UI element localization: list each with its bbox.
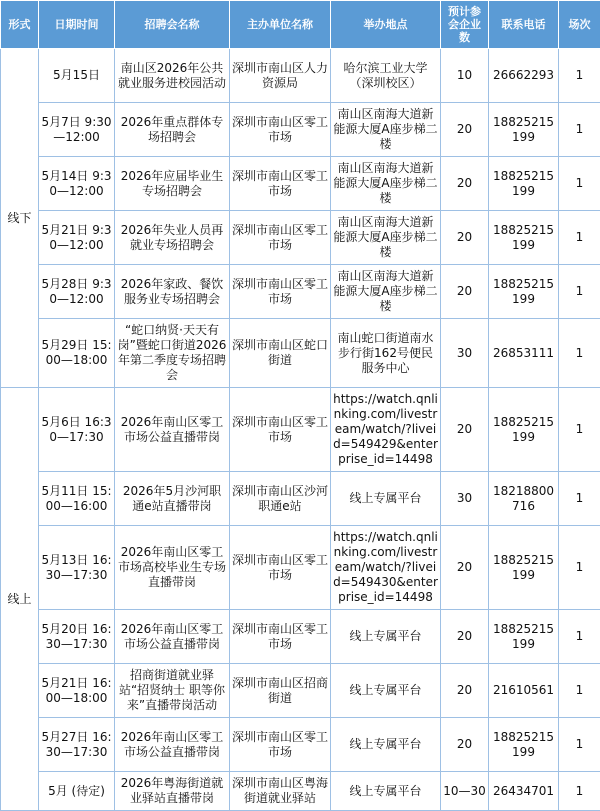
- companies-cell: 30: [441, 319, 489, 388]
- phone-cell: 18825215199: [489, 526, 559, 610]
- organizer-cell: 深圳市南山区人力资源局: [230, 49, 331, 103]
- header-phone: 联系电话: [489, 1, 559, 49]
- sessions-cell: 1: [559, 49, 600, 103]
- table-row: [1, 211, 600, 265]
- venue-cell: 线上专属平台: [331, 718, 441, 772]
- fair-name-cell: 2026年南山区零工市场公益直播带岗: [115, 718, 230, 772]
- organizer-cell: 深圳市南山区零工市场: [230, 718, 331, 772]
- date-cell: 5月13日 16:30—17:30: [39, 526, 115, 610]
- organizer-cell: 深圳市南山区零工市场: [230, 526, 331, 610]
- venue-cell: 线上专属平台: [331, 472, 441, 526]
- organizer-cell: 深圳市南山区零工市场: [230, 211, 331, 265]
- date-cell: 5月14日 9:30—12:00: [39, 157, 115, 211]
- sessions-cell: 1: [559, 526, 600, 610]
- header-fair-name: 招聘会名称: [115, 1, 230, 49]
- organizer-cell: 深圳市南山区零工市场: [230, 610, 331, 664]
- date-cell: 5月15日: [39, 49, 115, 103]
- header-datetime: 日期时间: [39, 1, 115, 49]
- date-cell: 5月6日 16:30—17:30: [39, 388, 115, 472]
- date-cell: 5月27日 16:30—17:30: [39, 718, 115, 772]
- venue-cell: 南山区南海大道新能源大厦A座步梯二楼: [331, 265, 441, 319]
- fair-name-cell: 2026年5月沙河职通e站直播带岗: [115, 472, 230, 526]
- companies-cell: 20: [441, 664, 489, 718]
- phone-cell: 18825215199: [489, 103, 559, 157]
- venue-cell: 线上专属平台: [331, 610, 441, 664]
- table-row: [1, 664, 600, 718]
- venue-cell: https://watch.qnlinking.com/livestream/watch/?liveid=549429&enterprise_id=14498: [331, 388, 441, 472]
- phone-cell: 18825215199: [489, 211, 559, 265]
- organizer-cell: 深圳市南山区粤海街道就业驿站: [230, 772, 331, 811]
- companies-cell: 20: [441, 388, 489, 472]
- sessions-cell: 1: [559, 157, 600, 211]
- sessions-cell: 1: [559, 319, 600, 388]
- organizer-cell: 深圳市南山区沙河职通e站: [230, 472, 331, 526]
- header-venue: 举办地点: [331, 1, 441, 49]
- organizer-cell: 深圳市南山区蛇口街道: [230, 319, 331, 388]
- companies-cell: 30: [441, 472, 489, 526]
- section-type-cell: 线下: [1, 49, 39, 388]
- organizer-cell: 深圳市南山区零工市场: [230, 265, 331, 319]
- date-cell: 5月28日 9:30—12:00: [39, 265, 115, 319]
- header-sessions: 场次: [559, 1, 600, 49]
- sessions-cell: 1: [559, 265, 600, 319]
- fair-name-cell: “蛇口纳贤·天天有岗”暨蛇口街道2026年第二季度专场招聘会: [115, 319, 230, 388]
- date-cell: 5月 (待定): [39, 772, 115, 811]
- sessions-cell: 1: [559, 772, 600, 811]
- venue-cell: 哈尔滨工业大学（深圳校区）: [331, 49, 441, 103]
- table-row: [1, 265, 600, 319]
- venue-cell: 线上专属平台: [331, 664, 441, 718]
- phone-cell: 26434701: [489, 772, 559, 811]
- sessions-cell: 1: [559, 610, 600, 664]
- table-row: [1, 157, 600, 211]
- fair-name-cell: 2026年南山区零工市场公益直播带岗: [115, 388, 230, 472]
- header-companies: 预计参会企业数: [441, 1, 489, 49]
- fair-name-cell: 招商街道就业驿站“招贤纳士 职等你来”直播带岗活动: [115, 664, 230, 718]
- date-cell: 5月29日 15:00—18:00: [39, 319, 115, 388]
- sessions-cell: 1: [559, 472, 600, 526]
- table-row: [1, 718, 600, 772]
- table-row: [1, 526, 600, 610]
- fair-name-cell: 2026年失业人员再就业专场招聘会: [115, 211, 230, 265]
- companies-cell: 20: [441, 526, 489, 610]
- companies-cell: 20: [441, 103, 489, 157]
- table-row: [1, 319, 600, 388]
- organizer-cell: 深圳市南山区零工市场: [230, 157, 331, 211]
- table-row: [1, 772, 600, 811]
- table-row: [1, 472, 600, 526]
- venue-cell: 线上专属平台: [331, 772, 441, 811]
- sessions-cell: 1: [559, 388, 600, 472]
- sessions-cell: 1: [559, 718, 600, 772]
- phone-cell: 18825215199: [489, 388, 559, 472]
- date-cell: 5月20日 16:30—17:30: [39, 610, 115, 664]
- companies-cell: 20: [441, 211, 489, 265]
- sessions-cell: 1: [559, 103, 600, 157]
- date-cell: 5月7日 9:30—12:00: [39, 103, 115, 157]
- phone-cell: 18825215199: [489, 157, 559, 211]
- organizer-cell: 深圳市南山区招商街道: [230, 664, 331, 718]
- companies-cell: 10: [441, 49, 489, 103]
- fair-name-cell: 2026年粤海街道就业驿站直播带岗: [115, 772, 230, 811]
- header-organizer: 主办单位名称: [230, 1, 331, 49]
- fair-name-cell: 2026年南山区零工市场公益直播带岗: [115, 610, 230, 664]
- table-row: [1, 388, 600, 472]
- phone-cell: 26853111: [489, 319, 559, 388]
- venue-cell: 南山蛇口街道南水步行街162号便民服务中心: [331, 319, 441, 388]
- fair-name-cell: 南山区2026年公共就业服务进校园活动: [115, 49, 230, 103]
- fair-name-cell: 2026年南山区零工市场高校毕业生专场直播带岗: [115, 526, 230, 610]
- table-row: [1, 103, 600, 157]
- venue-cell: 南山区南海大道新能源大厦A座步梯二楼: [331, 157, 441, 211]
- sessions-cell: 1: [559, 211, 600, 265]
- venue-cell: 南山区南海大道新能源大厦A座步梯二楼: [331, 103, 441, 157]
- fair-name-cell: 2026年应届毕业生专场招聘会: [115, 157, 230, 211]
- companies-cell: 20: [441, 718, 489, 772]
- venue-cell: https://watch.qnlinking.com/livestream/watch/?liveid=549430&enterprise_id=14498: [331, 526, 441, 610]
- phone-cell: 18825215199: [489, 610, 559, 664]
- companies-cell: 20: [441, 157, 489, 211]
- fair-name-cell: 2026年家政、餐饮服务业专场招聘会: [115, 265, 230, 319]
- phone-cell: 18825215199: [489, 718, 559, 772]
- table-row: [1, 610, 600, 664]
- venue-cell: 南山区南海大道新能源大厦A座步梯二楼: [331, 211, 441, 265]
- phone-cell: 21610561: [489, 664, 559, 718]
- header-type: 形式: [1, 1, 39, 49]
- organizer-cell: 深圳市南山区零工市场: [230, 103, 331, 157]
- phone-cell: 18218800716: [489, 472, 559, 526]
- section-type-cell: 线上: [1, 388, 39, 811]
- companies-cell: 20: [441, 265, 489, 319]
- sessions-cell: 1: [559, 664, 600, 718]
- phone-cell: 18825215199: [489, 265, 559, 319]
- date-cell: 5月11日 15:00—16:00: [39, 472, 115, 526]
- fair-name-cell: 2026年重点群体专场招聘会: [115, 103, 230, 157]
- date-cell: 5月21日 9:30—12:00: [39, 211, 115, 265]
- companies-cell: 10—30: [441, 772, 489, 811]
- companies-cell: 20: [441, 610, 489, 664]
- table-row: [1, 49, 600, 103]
- organizer-cell: 深圳市南山区零工市场: [230, 388, 331, 472]
- date-cell: 5月21日 16:00—18:00: [39, 664, 115, 718]
- header-row: [1, 1, 600, 49]
- phone-cell: 26662293: [489, 49, 559, 103]
